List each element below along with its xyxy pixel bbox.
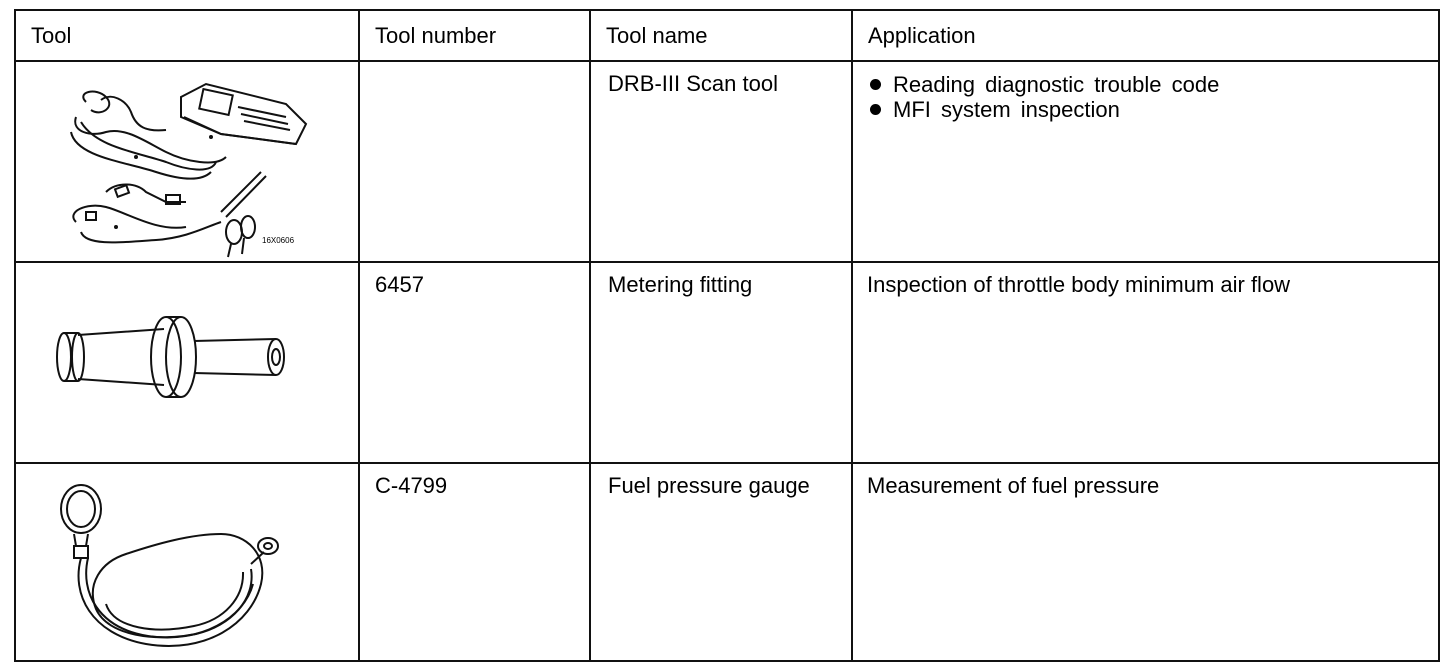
image-code: 16X0606	[262, 236, 295, 245]
list-item: Reading diagnostic trouble code	[867, 72, 1438, 97]
header-tool-name: Tool name	[590, 10, 852, 61]
table-row	[15, 262, 1439, 463]
fuel-pressure-gauge-icon	[16, 464, 358, 660]
tool-name: Fuel pressure gauge	[590, 463, 852, 661]
header-row	[15, 10, 1439, 61]
bullet-icon	[870, 104, 881, 115]
tool-name: Metering fitting	[590, 262, 852, 463]
scan-tool-icon	[16, 62, 358, 261]
tool-image-cell	[15, 262, 359, 463]
tool-number	[359, 61, 590, 262]
tool-number: 6457	[359, 262, 590, 463]
list-item: MFI system inspection	[867, 97, 1438, 122]
header-tool-number: Tool number	[359, 10, 590, 61]
application-list	[867, 72, 1438, 122]
tool-image-cell	[15, 61, 359, 262]
metering-fitting-icon	[16, 263, 358, 462]
tool-name: DRB-III Scan tool	[590, 61, 852, 262]
table-row	[15, 463, 1439, 661]
header-tool: Tool	[15, 10, 359, 61]
header-application: Application	[852, 10, 1439, 61]
bullet-icon	[870, 79, 881, 90]
tool-image-cell	[15, 463, 359, 661]
application-cell	[852, 61, 1439, 262]
special-tools-table	[14, 9, 1440, 662]
tool-number: C-4799	[359, 463, 590, 661]
application-text: Inspection of throttle body minimum air flow	[852, 262, 1439, 463]
table-row	[15, 61, 1439, 262]
application-text: Measurement of fuel pressure	[852, 463, 1439, 661]
